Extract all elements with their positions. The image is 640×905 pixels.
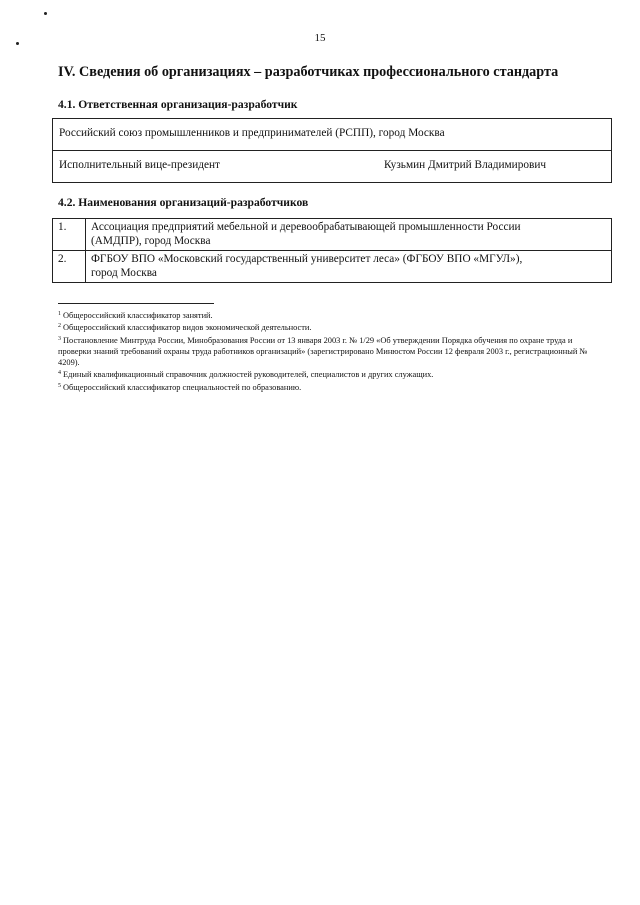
footnotes bbox=[58, 309, 606, 393]
developer-name-line: город Москва bbox=[91, 266, 157, 279]
signatory-position: Исполнительный вице-президент bbox=[59, 159, 220, 171]
developer-name-line: Ассоциация предприятий мебельной и деревообрабатывающей промышленности России bbox=[91, 221, 521, 233]
footnote-text: Общероссийский классификатор занятий. bbox=[63, 311, 213, 320]
footnote bbox=[58, 368, 606, 380]
footnote bbox=[58, 334, 606, 369]
table-row bbox=[53, 251, 612, 283]
developers-table bbox=[52, 218, 612, 283]
scan-artifact-dot bbox=[44, 12, 47, 15]
signatory-row bbox=[53, 150, 611, 182]
signatory-name: Кузьмин Дмитрий Владимирович bbox=[384, 159, 547, 171]
footnote bbox=[58, 321, 606, 333]
footnote-separator bbox=[58, 303, 214, 304]
responsible-org-box bbox=[52, 118, 612, 183]
row-number: 1. bbox=[53, 219, 86, 251]
section-title: IV. Сведения об организациях – разработчиках профессионального стандарта bbox=[58, 64, 559, 80]
footnote-mark: 2 bbox=[58, 323, 61, 330]
footnote-text: Единый квалификационный справочник должностей руководителей, специалистов и других служащих. bbox=[63, 370, 434, 380]
developers-heading: 4.2. Наименования организаций-разработчиков bbox=[58, 196, 309, 209]
footnote-mark: 4 bbox=[58, 370, 61, 377]
footnote bbox=[58, 309, 606, 321]
responsible-org-name: Российский союз промышленников и предпринимателей (РСПП), город Москва bbox=[59, 127, 445, 139]
developer-name bbox=[86, 251, 612, 283]
row-number: 2. bbox=[53, 251, 86, 283]
footnote-text: Постановление Минтруда России, Минобразования России от 13 января 2003 г. № 1/29 «Об утверждении Порядка обучения по охране труда и проверки знаний требований охраны труда работников организаций» (зарегистрировано Минюстом России 12 февраля 2003 г., регистрационный № 4209). bbox=[58, 335, 588, 368]
page-number: 15 bbox=[314, 32, 326, 44]
developer-name-line: (АМДПР), город Москва bbox=[91, 234, 211, 247]
developer-name bbox=[86, 219, 612, 251]
footnote-mark: 5 bbox=[58, 382, 61, 389]
responsible-org-row bbox=[53, 119, 611, 150]
footnote bbox=[58, 381, 606, 393]
footnote-mark: 1 bbox=[58, 311, 61, 317]
responsible-org-heading: 4.1. Ответственная организация-разработчик bbox=[58, 98, 298, 111]
footnote-mark: 3 bbox=[58, 335, 61, 342]
table-row bbox=[53, 219, 612, 251]
footnote-text: Общероссийский классификатор видов экономической деятельности. bbox=[63, 323, 312, 333]
footnote-text: Общероссийский классификатор специальностей по образованию. bbox=[63, 382, 302, 392]
developer-name-line: ФГБОУ ВПО «Московский государственный университет леса» (ФГБОУ ВПО «МГУЛ»), bbox=[91, 253, 523, 265]
